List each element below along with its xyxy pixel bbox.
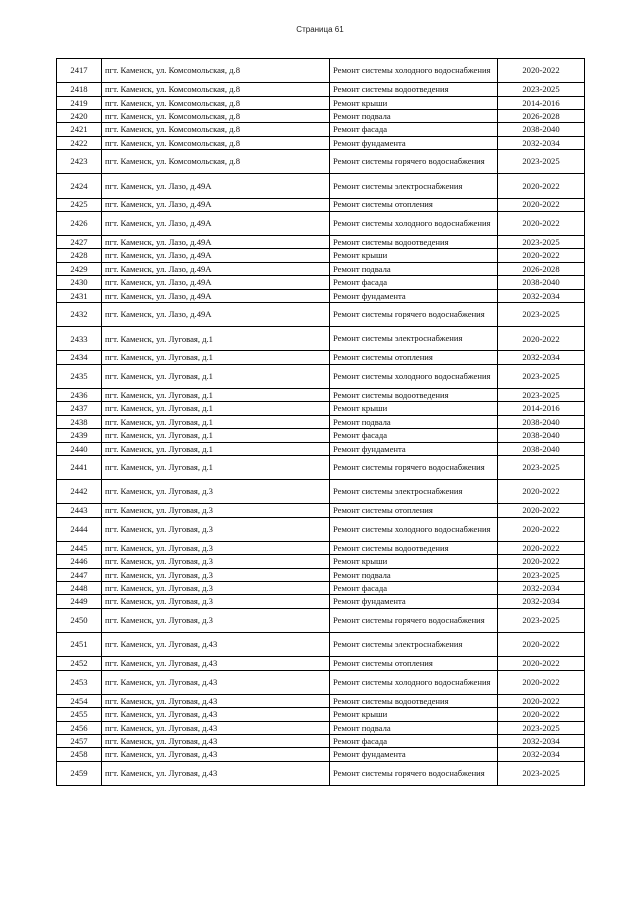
table-row — [57, 198, 585, 211]
row-number-cell: 2447 — [57, 568, 102, 581]
row-number-cell: 2450 — [57, 608, 102, 632]
row-number-cell: 2430 — [57, 276, 102, 289]
period-cell: 2020-2022 — [498, 633, 585, 657]
work-type-cell: Ремонт фасада — [330, 123, 498, 136]
period-cell: 2020-2022 — [498, 694, 585, 707]
period-cell: 2020-2022 — [498, 657, 585, 670]
row-number-cell: 2452 — [57, 657, 102, 670]
table-row — [57, 136, 585, 149]
row-number-cell: 2441 — [57, 455, 102, 479]
period-cell: 2023-2025 — [498, 721, 585, 734]
address-cell: пгт. Каменск, ул. Лазо, д.49А — [102, 198, 330, 211]
period-cell: 2026-2028 — [498, 109, 585, 122]
period-cell: 2020-2022 — [498, 327, 585, 351]
table-row — [57, 568, 585, 581]
row-number-cell: 2422 — [57, 136, 102, 149]
period-cell: 2020-2022 — [498, 670, 585, 694]
period-cell: 2023-2025 — [498, 236, 585, 249]
row-number-cell: 2437 — [57, 402, 102, 415]
work-type-cell: Ремонт фундамента — [330, 442, 498, 455]
row-number-cell: 2426 — [57, 211, 102, 235]
work-type-cell: Ремонт системы холодного водоснабжения — [330, 670, 498, 694]
table-row — [57, 595, 585, 608]
row-number-cell: 2424 — [57, 174, 102, 198]
period-cell: 2038-2040 — [498, 123, 585, 136]
table-row — [57, 276, 585, 289]
table-row — [57, 608, 585, 632]
table-row — [57, 150, 585, 174]
row-number-cell: 2456 — [57, 721, 102, 734]
work-type-cell: Ремонт системы холодного водоснабжения — [330, 364, 498, 388]
address-cell: пгт. Каменск, ул. Луговая, д.1 — [102, 327, 330, 351]
table-row — [57, 415, 585, 428]
row-number-cell: 2435 — [57, 364, 102, 388]
work-type-cell: Ремонт системы горячего водоснабжения — [330, 303, 498, 327]
address-cell: пгт. Каменск, ул. Луговая, д.1 — [102, 364, 330, 388]
address-cell: пгт. Каменск, ул. Лазо, д.49А — [102, 262, 330, 275]
work-type-cell: Ремонт системы электроснабжения — [330, 327, 498, 351]
row-number-cell: 2459 — [57, 761, 102, 785]
table-row — [57, 504, 585, 517]
work-type-cell: Ремонт фасада — [330, 276, 498, 289]
address-cell: пгт. Каменск, ул. Луговая, д.43 — [102, 708, 330, 721]
work-type-cell: Ремонт системы холодного водоснабжения — [330, 211, 498, 235]
table-row — [57, 262, 585, 275]
row-number-cell: 2417 — [57, 59, 102, 83]
address-cell: пгт. Каменск, ул. Луговая, д.1 — [102, 429, 330, 442]
address-cell: пгт. Каменск, ул. Луговая, д.1 — [102, 415, 330, 428]
address-cell: пгт. Каменск, ул. Лазо, д.49А — [102, 174, 330, 198]
address-cell: пгт. Каменск, ул. Лазо, д.49А — [102, 276, 330, 289]
row-number-cell: 2451 — [57, 633, 102, 657]
page-number-header: Страница 61 — [296, 25, 344, 34]
table-row — [57, 364, 585, 388]
row-number-cell: 2453 — [57, 670, 102, 694]
address-cell: пгт. Каменск, ул. Комсомольская, д.8 — [102, 123, 330, 136]
address-cell: пгт. Каменск, ул. Луговая, д.3 — [102, 517, 330, 541]
work-type-cell: Ремонт подвала — [330, 568, 498, 581]
address-cell: пгт. Каменск, ул. Луговая, д.43 — [102, 633, 330, 657]
row-number-cell: 2445 — [57, 541, 102, 554]
row-number-cell: 2421 — [57, 123, 102, 136]
table-body — [57, 59, 585, 786]
period-cell: 2014-2016 — [498, 402, 585, 415]
table-row — [57, 351, 585, 364]
period-cell: 2032-2034 — [498, 582, 585, 595]
address-cell: пгт. Каменск, ул. Луговая, д.43 — [102, 748, 330, 761]
table-row — [57, 582, 585, 595]
work-type-cell: Ремонт системы отопления — [330, 198, 498, 211]
period-cell: 2023-2025 — [498, 364, 585, 388]
table-row — [57, 442, 585, 455]
row-number-cell: 2455 — [57, 708, 102, 721]
period-cell: 2020-2022 — [498, 249, 585, 262]
work-type-cell: Ремонт крыши — [330, 96, 498, 109]
work-type-cell: Ремонт подвала — [330, 262, 498, 275]
address-cell: пгт. Каменск, ул. Луговая, д.3 — [102, 504, 330, 517]
table-row — [57, 708, 585, 721]
period-cell: 2020-2022 — [498, 504, 585, 517]
row-number-cell: 2457 — [57, 734, 102, 747]
work-type-cell: Ремонт фундамента — [330, 289, 498, 302]
row-number-cell: 2436 — [57, 389, 102, 402]
row-number-cell: 2432 — [57, 303, 102, 327]
work-type-cell: Ремонт фасада — [330, 582, 498, 595]
table-row — [57, 429, 585, 442]
work-type-cell: Ремонт фундамента — [330, 136, 498, 149]
work-type-cell: Ремонт системы водоотведения — [330, 389, 498, 402]
work-type-cell: Ремонт фундамента — [330, 748, 498, 761]
row-number-cell: 2431 — [57, 289, 102, 302]
address-cell: пгт. Каменск, ул. Луговая, д.43 — [102, 721, 330, 734]
period-cell: 2038-2040 — [498, 415, 585, 428]
period-cell: 2023-2025 — [498, 83, 585, 96]
period-cell: 2014-2016 — [498, 96, 585, 109]
row-number-cell: 2442 — [57, 480, 102, 504]
table-row — [57, 109, 585, 122]
period-cell: 2032-2034 — [498, 351, 585, 364]
row-number-cell: 2419 — [57, 96, 102, 109]
period-cell: 2020-2022 — [498, 211, 585, 235]
address-cell: пгт. Каменск, ул. Комсомольская, д.8 — [102, 109, 330, 122]
table-row — [57, 657, 585, 670]
work-type-cell: Ремонт системы электроснабжения — [330, 633, 498, 657]
table-row — [57, 303, 585, 327]
row-number-cell: 2439 — [57, 429, 102, 442]
address-cell: пгт. Каменск, ул. Лазо, д.49А — [102, 211, 330, 235]
table-row — [57, 327, 585, 351]
row-number-cell: 2446 — [57, 555, 102, 568]
table-row — [57, 389, 585, 402]
row-number-cell: 2433 — [57, 327, 102, 351]
work-type-cell: Ремонт фасада — [330, 734, 498, 747]
period-cell: 2023-2025 — [498, 303, 585, 327]
work-type-cell: Ремонт системы электроснабжения — [330, 480, 498, 504]
work-type-cell: Ремонт системы горячего водоснабжения — [330, 455, 498, 479]
table-row — [57, 83, 585, 96]
address-cell: пгт. Каменск, ул. Лазо, д.49А — [102, 236, 330, 249]
address-cell: пгт. Каменск, ул. Луговая, д.3 — [102, 568, 330, 581]
address-cell: пгт. Каменск, ул. Луговая, д.3 — [102, 595, 330, 608]
address-cell: пгт. Каменск, ул. Комсомольская, д.8 — [102, 59, 330, 83]
work-type-cell: Ремонт системы отопления — [330, 351, 498, 364]
row-number-cell: 2425 — [57, 198, 102, 211]
period-cell: 2023-2025 — [498, 608, 585, 632]
table-row — [57, 748, 585, 761]
period-cell: 2020-2022 — [498, 541, 585, 554]
address-cell: пгт. Каменск, ул. Луговая, д.3 — [102, 541, 330, 554]
work-type-cell: Ремонт системы отопления — [330, 504, 498, 517]
repair-schedule-table — [56, 58, 585, 786]
work-type-cell: Ремонт системы отопления — [330, 657, 498, 670]
table-row — [57, 670, 585, 694]
row-number-cell: 2454 — [57, 694, 102, 707]
table-row — [57, 721, 585, 734]
row-number-cell: 2420 — [57, 109, 102, 122]
work-type-cell: Ремонт подвала — [330, 109, 498, 122]
work-type-cell: Ремонт фасада — [330, 429, 498, 442]
row-number-cell: 2448 — [57, 582, 102, 595]
address-cell: пгт. Каменск, ул. Луговая, д.3 — [102, 582, 330, 595]
period-cell: 2032-2034 — [498, 734, 585, 747]
address-cell: пгт. Каменск, ул. Комсомольская, д.8 — [102, 150, 330, 174]
table-row — [57, 633, 585, 657]
work-type-cell: Ремонт системы водоотведения — [330, 236, 498, 249]
work-type-cell: Ремонт подвала — [330, 721, 498, 734]
table-row — [57, 236, 585, 249]
period-cell: 2020-2022 — [498, 480, 585, 504]
table-row — [57, 211, 585, 235]
work-type-cell: Ремонт системы горячего водоснабжения — [330, 608, 498, 632]
work-type-cell: Ремонт системы водоотведения — [330, 694, 498, 707]
row-number-cell: 2434 — [57, 351, 102, 364]
period-cell: 2020-2022 — [498, 555, 585, 568]
work-type-cell: Ремонт крыши — [330, 402, 498, 415]
period-cell: 2023-2025 — [498, 389, 585, 402]
table-row — [57, 96, 585, 109]
table-row — [57, 517, 585, 541]
row-number-cell: 2444 — [57, 517, 102, 541]
work-type-cell: Ремонт системы холодного водоснабжения — [330, 517, 498, 541]
table-row — [57, 249, 585, 262]
address-cell: пгт. Каменск, ул. Луговая, д.43 — [102, 734, 330, 747]
table-row — [57, 480, 585, 504]
table-row — [57, 59, 585, 83]
period-cell: 2032-2034 — [498, 289, 585, 302]
address-cell: пгт. Каменск, ул. Луговая, д.43 — [102, 657, 330, 670]
row-number-cell: 2443 — [57, 504, 102, 517]
period-cell: 2020-2022 — [498, 198, 585, 211]
address-cell: пгт. Каменск, ул. Комсомольская, д.8 — [102, 83, 330, 96]
address-cell: пгт. Каменск, ул. Комсомольская, д.8 — [102, 96, 330, 109]
period-cell: 2023-2025 — [498, 150, 585, 174]
period-cell: 2020-2022 — [498, 59, 585, 83]
address-cell: пгт. Каменск, ул. Луговая, д.43 — [102, 670, 330, 694]
table-row — [57, 455, 585, 479]
table-row — [57, 555, 585, 568]
work-type-cell: Ремонт системы электроснабжения — [330, 174, 498, 198]
address-cell: пгт. Каменск, ул. Лазо, д.49А — [102, 249, 330, 262]
row-number-cell: 2449 — [57, 595, 102, 608]
period-cell: 2038-2040 — [498, 276, 585, 289]
address-cell: пгт. Каменск, ул. Луговая, д.43 — [102, 761, 330, 785]
table-row — [57, 123, 585, 136]
work-type-cell: Ремонт системы водоотведения — [330, 83, 498, 96]
row-number-cell: 2427 — [57, 236, 102, 249]
address-cell: пгт. Каменск, ул. Луговая, д.1 — [102, 455, 330, 479]
work-type-cell: Ремонт крыши — [330, 708, 498, 721]
work-type-cell: Ремонт системы водоотведения — [330, 541, 498, 554]
address-cell: пгт. Каменск, ул. Лазо, д.49А — [102, 289, 330, 302]
address-cell: пгт. Каменск, ул. Луговая, д.1 — [102, 389, 330, 402]
period-cell: 2038-2040 — [498, 429, 585, 442]
address-cell: пгт. Каменск, ул. Луговая, д.3 — [102, 555, 330, 568]
work-type-cell: Ремонт крыши — [330, 555, 498, 568]
period-cell: 2032-2034 — [498, 136, 585, 149]
work-type-cell: Ремонт системы горячего водоснабжения — [330, 761, 498, 785]
row-number-cell: 2418 — [57, 83, 102, 96]
table-row — [57, 694, 585, 707]
work-type-cell: Ремонт системы холодного водоснабжения — [330, 59, 498, 83]
row-number-cell: 2423 — [57, 150, 102, 174]
row-number-cell: 2428 — [57, 249, 102, 262]
table-row — [57, 402, 585, 415]
address-cell: пгт. Каменск, ул. Луговая, д.3 — [102, 480, 330, 504]
row-number-cell: 2440 — [57, 442, 102, 455]
period-cell: 2038-2040 — [498, 442, 585, 455]
period-cell: 2023-2025 — [498, 568, 585, 581]
table-row — [57, 734, 585, 747]
period-cell: 2032-2034 — [498, 595, 585, 608]
period-cell: 2026-2028 — [498, 262, 585, 275]
work-type-cell: Ремонт крыши — [330, 249, 498, 262]
period-cell: 2020-2022 — [498, 708, 585, 721]
row-number-cell: 2438 — [57, 415, 102, 428]
period-cell: 2023-2025 — [498, 455, 585, 479]
address-cell: пгт. Каменск, ул. Луговая, д.3 — [102, 608, 330, 632]
work-type-cell: Ремонт системы горячего водоснабжения — [330, 150, 498, 174]
period-cell: 2020-2022 — [498, 174, 585, 198]
address-cell: пгт. Каменск, ул. Комсомольская, д.8 — [102, 136, 330, 149]
row-number-cell: 2429 — [57, 262, 102, 275]
address-cell: пгт. Каменск, ул. Лазо, д.49А — [102, 303, 330, 327]
table-row — [57, 541, 585, 554]
table-row — [57, 289, 585, 302]
work-type-cell: Ремонт подвала — [330, 415, 498, 428]
period-cell: 2023-2025 — [498, 761, 585, 785]
table-row — [57, 174, 585, 198]
period-cell: 2020-2022 — [498, 517, 585, 541]
address-cell: пгт. Каменск, ул. Луговая, д.43 — [102, 694, 330, 707]
period-cell: 2032-2034 — [498, 748, 585, 761]
row-number-cell: 2458 — [57, 748, 102, 761]
work-type-cell: Ремонт фундамента — [330, 595, 498, 608]
address-cell: пгт. Каменск, ул. Луговая, д.1 — [102, 351, 330, 364]
address-cell: пгт. Каменск, ул. Луговая, д.1 — [102, 442, 330, 455]
table-row — [57, 761, 585, 785]
address-cell: пгт. Каменск, ул. Луговая, д.1 — [102, 402, 330, 415]
